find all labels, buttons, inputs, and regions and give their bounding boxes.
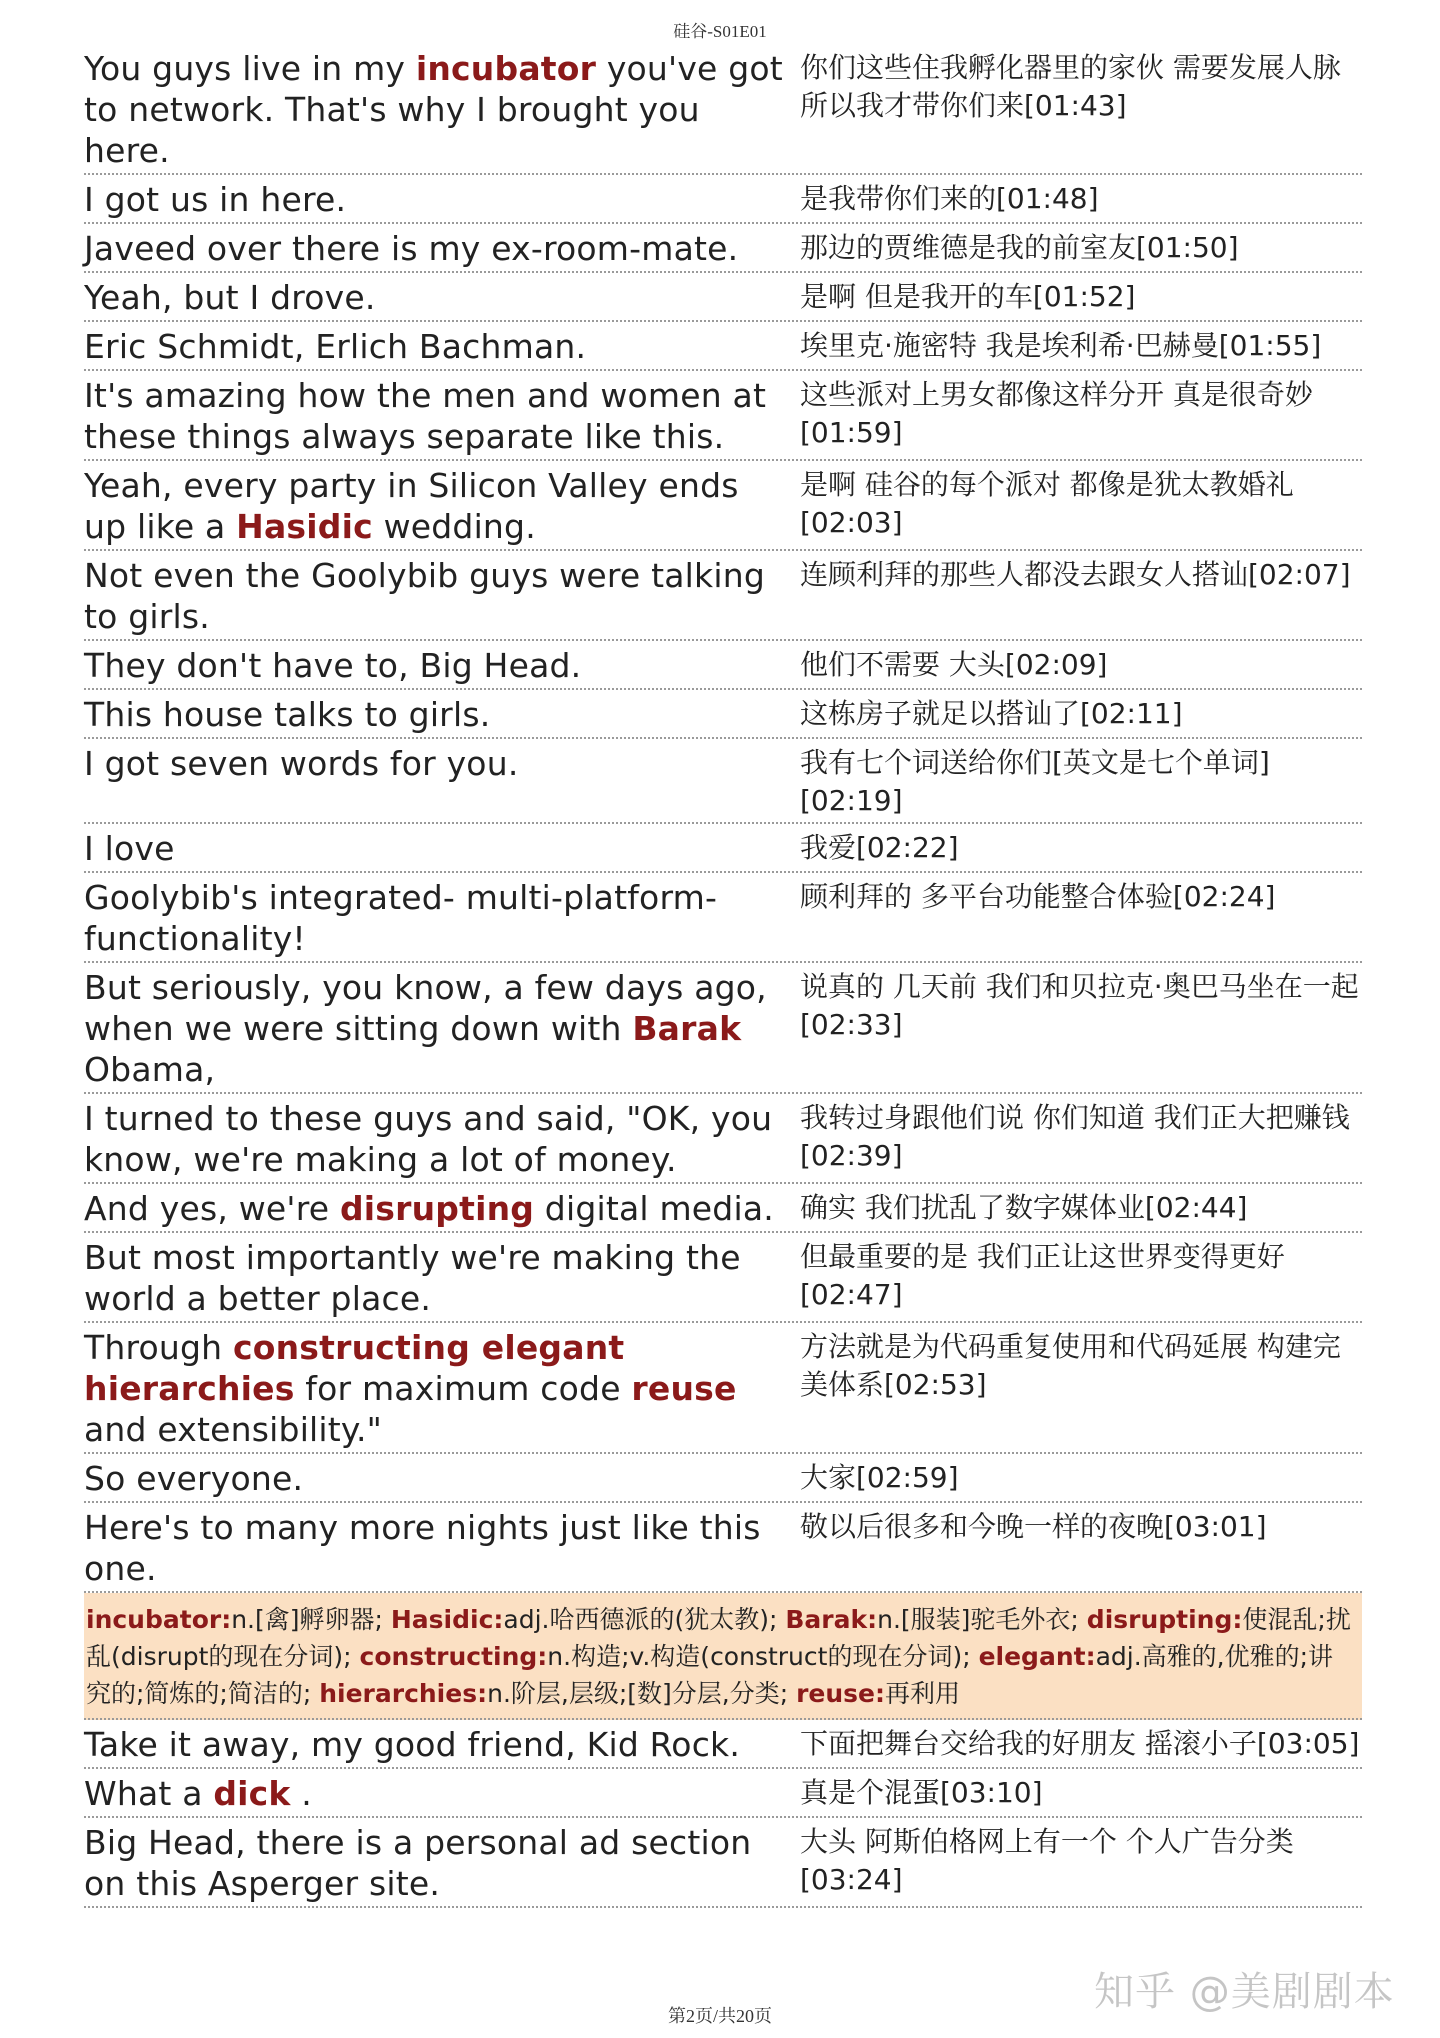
zhihu-watermark: 知乎 @美剧剧本 [1094,1969,1395,2015]
vocab-definition: n.构造;v.构造(construct的现在分词); [547,1642,979,1671]
english-text: But most importantly we're making the world a better place. [84,1238,741,1318]
subtitle-row [84,175,1362,224]
english-text: Take it away, my good friend, Kid Rock. [84,1725,741,1764]
chinese-translation: 大头 阿斯伯格网上有一个 个人广告分类[03:24] [800,1825,1294,1896]
english-text: Javeed over there is my ex-room-mate. [84,229,739,268]
english-line [84,555,800,637]
english-text: But seriously, you know, a few days ago, when we were sitting down with [84,968,767,1048]
chinese-translation: 是啊 但是我开的车[01:52] [800,280,1136,313]
english-line [84,828,800,869]
keyword: constructing elegant hierarchies [84,1328,625,1408]
subtitle-row [84,739,1362,824]
english-line [84,694,800,735]
chinese-translation: 你们这些住我孵化器里的家伙 需要发展人脉 所以我才带你们来[01:43] [800,51,1341,122]
subtitle-row [84,641,1362,690]
subtitle-row [84,224,1362,273]
english-line [84,179,800,220]
english-line [84,1724,800,1765]
english-text: You guys live in my [84,49,416,88]
english-line [84,1237,800,1319]
vocab-definition: 再利用 [885,1679,961,1708]
chinese-translation: 下面把舞台交给我的好朋友 摇滚小子[03:05] [800,1727,1360,1760]
english-text: I love [84,829,175,868]
chinese-translation: 真是个混蛋[03:10] [800,1776,1043,1809]
chinese-translation: 这栋房子就足以搭讪了[02:11] [800,697,1183,730]
subtitle-row [84,873,1362,963]
subtitle-row [84,371,1362,461]
english-line [84,1458,800,1499]
english-text: Not even the Goolybib guys were talking to girls. [84,556,765,636]
chinese-translation: 埃里克·施密特 我是埃利希·巴赫曼[01:55] [800,329,1322,362]
english-line [84,1327,800,1450]
english-text: What a [84,1774,214,1813]
english-text: Here's to many more nights just like this one. [84,1508,761,1588]
subtitle-row [84,1094,1362,1184]
english-text: Yeah, every party in Silicon Valley ends up like a [84,466,739,546]
english-text: So everyone. [84,1459,304,1498]
english-text: digital media. [534,1189,774,1228]
vocab-word: Hasidic: [390,1605,504,1634]
chinese-translation: 是我带你们来的[01:48] [800,182,1099,215]
english-text: Goolybib's integrated- multi-platform- functionality! [84,878,718,958]
english-line [84,967,800,1090]
subtitle-row [84,1233,1362,1323]
chinese-translation: 这些派对上男女都像这样分开 真是很奇妙[01:59] [800,378,1313,449]
chinese-translation: 那边的贾维德是我的前室友[01:50] [800,231,1239,264]
english-text: and extensibility." [84,1410,383,1449]
english-text: And yes, we're [84,1189,340,1228]
english-line [84,645,800,686]
chinese-translation: 说真的 几天前 我们和贝拉克·奥巴马坐在一起[02:33] [800,970,1359,1041]
keyword: Barak [632,1009,742,1048]
vocab-word: Barak: [785,1605,878,1634]
chinese-translation: 连顾利拜的那些人都没去跟女人搭讪[02:07] [800,558,1351,591]
english-text: I got seven words for you. [84,744,519,783]
subtitle-row [84,690,1362,739]
english-line [84,743,800,784]
english-line [84,1822,800,1904]
chinese-translation: 我爱[02:22] [800,831,959,864]
vocab-definition: adj.哈西德派的(犹太教); [503,1605,786,1634]
vocab-definition: adj.高雅的,优雅的;讲究的;简炼的;简洁的; [86,1642,1334,1708]
subtitle-row [84,1720,1362,1769]
vocab-definition: n.[禽]孵卵器; [231,1605,391,1634]
english-text: Yeah, but I drove. [84,278,376,317]
english-text: I turned to these guys and said, "OK, you know, we're making a lot of money. [84,1099,773,1179]
subtitle-row [84,1184,1362,1233]
chinese-translation: 大家[02:59] [800,1461,959,1494]
english-line [84,326,800,367]
subtitle-row [84,551,1362,641]
vocabulary-box [84,1593,1362,1720]
chinese-translation: 我转过身跟他们说 你们知道 我们正大把赚钱[02:39] [800,1101,1350,1172]
keyword: Hasidic [236,507,373,546]
english-text: This house talks to girls. [84,695,491,734]
english-line [84,1773,800,1814]
chinese-translation: 我有七个词送给你们[英文是七个单词][02:19] [800,746,1270,817]
subtitle-row [84,1454,1362,1503]
english-line [84,877,800,959]
chinese-translation: 是啊 硅谷的每个派对 都像是犹太教婚礼[02:03] [800,468,1294,539]
chinese-translation: 顾利拜的 多平台功能整合体验[02:24] [800,880,1276,913]
subtitle-row [84,1769,1362,1818]
english-text: Eric Schmidt, Erlich Bachman. [84,327,587,366]
vocab-definition: n.[服装]驼毛外衣; [877,1605,1087,1634]
english-text: Big Head, there is a personal ad section on this Asperger site. [84,1823,752,1903]
vocab-definition: 使混乱;扰乱(disrupt的现在分词); [86,1605,1351,1671]
chinese-translation: 但最重要的是 我们正让这世界变得更好[02:47] [800,1240,1285,1311]
english-text: Obama, [84,1050,216,1089]
english-line [84,1188,800,1229]
subtitle-row [84,1818,1362,1908]
vocab-word: disrupting: [1086,1605,1243,1634]
subtitle-row [84,461,1362,551]
vocab-word: incubator: [86,1605,232,1634]
vocab-word: hierarchies: [319,1679,488,1708]
subtitle-row [84,1503,1362,1593]
subtitle-row [84,322,1362,371]
chinese-translation: 方法就是为代码重复使用和代码延展 构建完美体系[02:53] [800,1330,1341,1401]
english-line [84,48,800,171]
vocab-word: constructing: [359,1642,548,1671]
english-text: for maximum code [294,1369,632,1408]
english-line [84,228,800,269]
english-line [84,277,800,318]
keyword: incubator [415,49,597,88]
chinese-translation: 他们不需要 大头[02:09] [800,648,1108,681]
subtitle-list [84,44,1362,1593]
vocab-definition: n.阶层,层级;[数]分层,分类; [487,1679,797,1708]
english-text: I got us in here. [84,180,347,219]
vocab-word: elegant: [978,1642,1096,1671]
keyword: reuse [631,1369,737,1408]
english-line [84,465,800,547]
subtitle-row [84,273,1362,322]
english-text: . [290,1774,312,1813]
page-number: 第2页/共20页 [667,2006,772,2026]
subtitle-document [84,44,1362,1908]
page-header: 硅谷-S01E01 [673,22,767,41]
chinese-translation: 敬以后很多和今晚一样的夜晚[03:01] [800,1510,1267,1543]
english-line [84,375,800,457]
chinese-translation: 确实 我们扰乱了数字媒体业[02:44] [800,1191,1248,1224]
subtitle-row [84,963,1362,1094]
english-text: It's amazing how the men and women at these things always separate like this. [84,376,767,456]
vocab-word: reuse: [796,1679,886,1708]
english-line [84,1098,800,1180]
keyword: dick [213,1774,291,1813]
english-text: They don't have to, Big Head. [84,646,582,685]
subtitle-list-continued [84,1720,1362,1908]
subtitle-row [84,44,1362,175]
english-text: Through [84,1328,233,1367]
subtitle-row [84,824,1362,873]
subtitle-row [84,1323,1362,1454]
english-text: wedding. [372,507,536,546]
english-line [84,1507,800,1589]
english-text: you've got to network. That's why I brought you here. [84,49,783,170]
keyword: disrupting [339,1189,535,1228]
